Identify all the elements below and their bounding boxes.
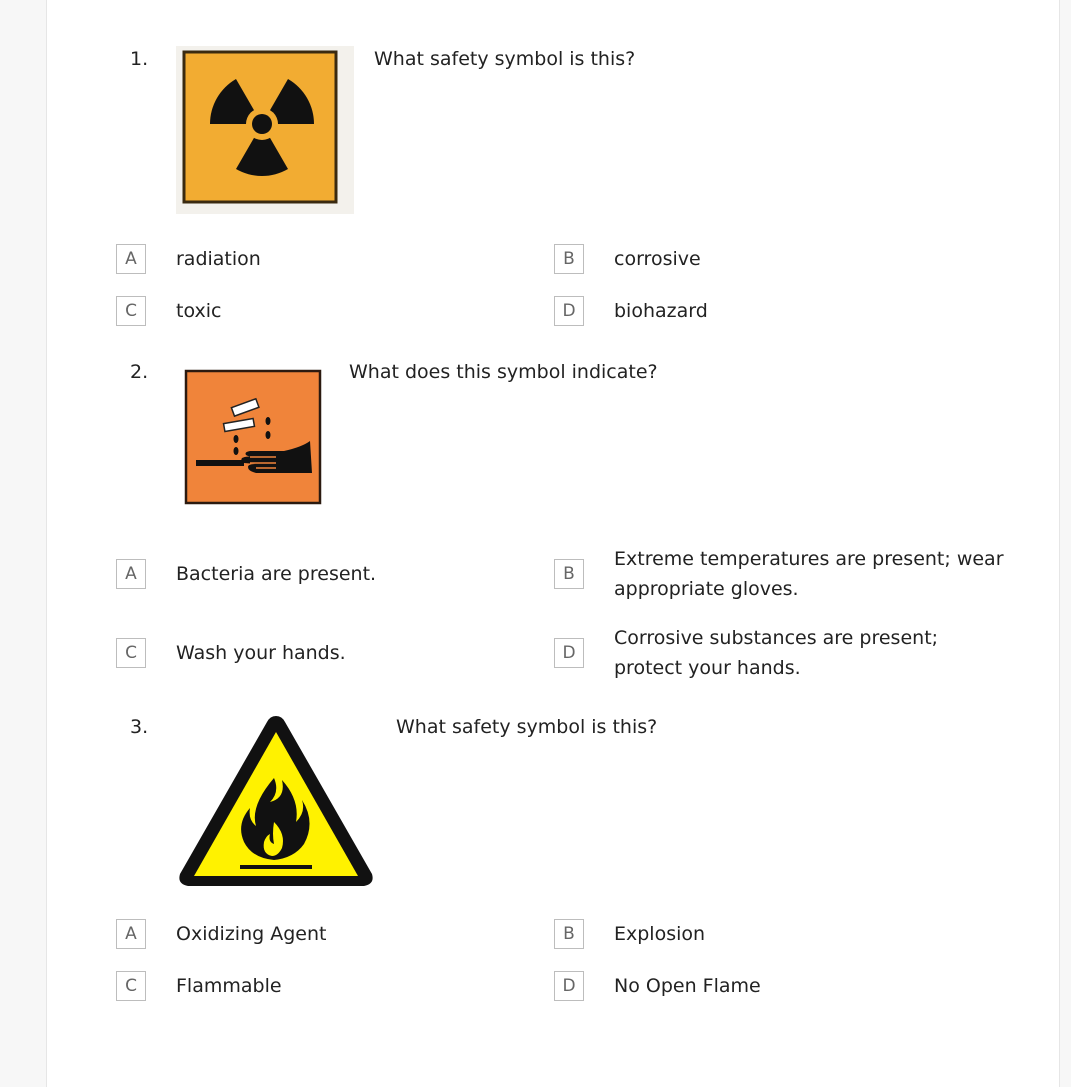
q3-option-d-text[interactable]: No Open Flame (614, 975, 761, 997)
question-1-number: 1. (130, 48, 149, 70)
q3-option-a-text[interactable]: Oxidizing Agent (176, 923, 327, 945)
q1-option-a-letter[interactable]: A (116, 244, 146, 274)
q1-option-b-letter[interactable]: B (554, 244, 584, 274)
q3-option-a-letter[interactable]: A (116, 919, 146, 949)
q2-option-c-text[interactable]: Wash your hands. (176, 642, 346, 664)
flammable-icon (174, 710, 378, 890)
q3-option-d-letter[interactable]: D (554, 971, 584, 1001)
radiation-icon (176, 46, 354, 214)
q2-option-a-letter[interactable]: A (116, 559, 146, 589)
corrosive-icon (184, 369, 324, 505)
q2-option-d-letter[interactable]: D (554, 638, 584, 668)
q2-option-b-text[interactable]: Extreme temperatures are present; wear appropriate gloves. (614, 548, 1004, 600)
q3-option-b-text[interactable]: Explosion (614, 923, 706, 945)
q3-option-b-letter[interactable]: B (554, 919, 584, 949)
q1-option-c-text[interactable]: toxic (176, 300, 222, 322)
q2-option-b-letter[interactable]: B (554, 559, 584, 589)
q2-option-a-text[interactable]: Bacteria are present. (176, 563, 377, 585)
q1-option-b-text[interactable]: corrosive (614, 248, 701, 270)
question-2-text: What does this symbol indicate? (349, 361, 658, 383)
q3-option-c-text[interactable]: Flammable (176, 975, 282, 997)
question-3-number: 3. (130, 716, 149, 738)
q1-option-d-letter[interactable]: D (554, 296, 584, 326)
q1-option-d-text[interactable]: biohazard (614, 300, 708, 322)
question-2-number: 2. (130, 361, 149, 383)
q2-option-d-text[interactable]: Corrosive substances are present; protect your hands. (614, 627, 939, 679)
q3-option-c-letter[interactable]: C (116, 971, 146, 1001)
q1-option-a-text[interactable]: radiation (176, 248, 261, 270)
question-1-text: What safety symbol is this? (374, 48, 636, 70)
q1-option-c-letter[interactable]: C (116, 296, 146, 326)
question-3-text: What safety symbol is this? (396, 716, 658, 738)
q2-option-c-letter[interactable]: C (116, 638, 146, 668)
